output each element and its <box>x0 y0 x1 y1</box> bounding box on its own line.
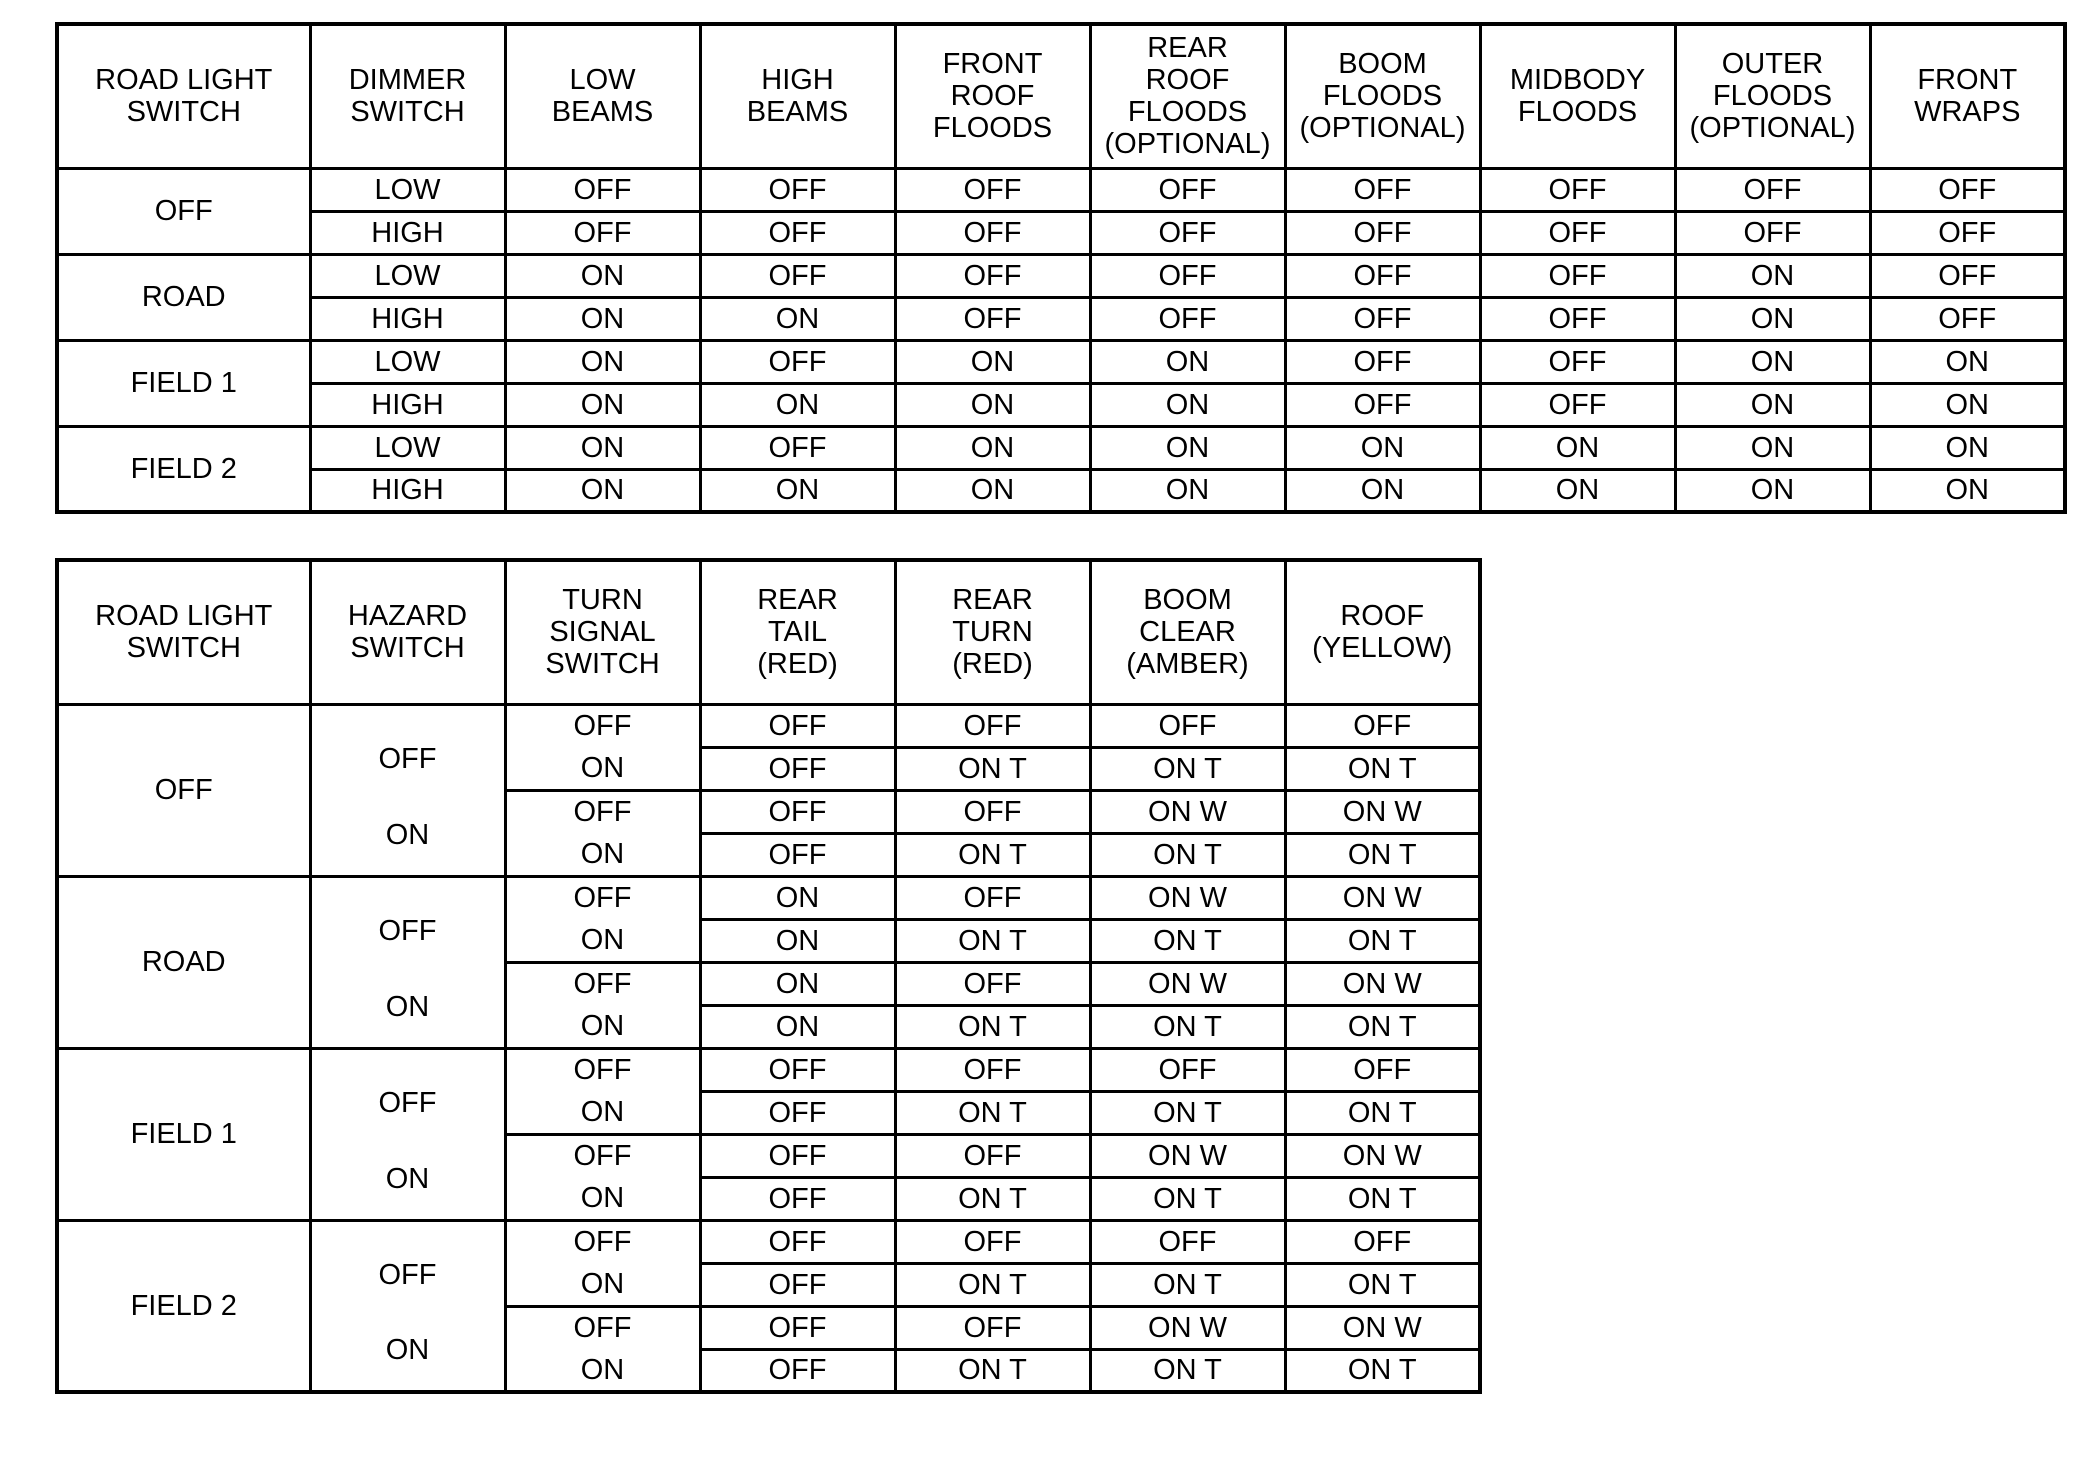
light-state-cell: OFF <box>1090 1220 1285 1263</box>
light-state-cell: ON <box>1090 383 1285 426</box>
table-row <box>57 704 1480 747</box>
light-state-cell: ON <box>895 383 1090 426</box>
road-light-switch-cell: ROAD <box>57 254 310 340</box>
light-state-cell: OFF <box>1285 1048 1480 1091</box>
light-state-cell: ON W <box>1090 876 1285 919</box>
hazard-switch-cell <box>310 1220 505 1392</box>
light-state-cell: ON <box>1675 426 1870 469</box>
column-header: REAR TURN (RED) <box>895 560 1090 704</box>
light-state-cell: ON <box>1870 340 2065 383</box>
road-light-switch-cell: OFF <box>57 168 310 254</box>
light-state-cell: OFF <box>1285 168 1480 211</box>
light-state-cell: OFF <box>1090 254 1285 297</box>
light-state-cell: ON T <box>1090 833 1285 876</box>
column-header: DIMMER SWITCH <box>310 24 505 168</box>
light-state-cell: OFF <box>1480 340 1675 383</box>
light-state-cell: OFF <box>1285 340 1480 383</box>
light-state-cell: ON T <box>1090 1177 1285 1220</box>
light-state-cell: OFF <box>895 790 1090 833</box>
light-state-cell: OFF <box>700 211 895 254</box>
light-state-cell: OFF <box>1870 297 2065 340</box>
table-row <box>57 1220 1480 1263</box>
light-state-cell: ON T <box>895 1091 1090 1134</box>
column-header: BOOM CLEAR (AMBER) <box>1090 560 1285 704</box>
light-state-cell: OFF <box>1870 254 2065 297</box>
light-state-cell: ON <box>700 297 895 340</box>
turn-signal-cell: OFF <box>505 1220 700 1263</box>
table-row <box>57 426 2065 469</box>
table-row <box>57 211 2065 254</box>
hazard-switch-cell <box>310 704 505 876</box>
dimmer-switch-cell: HIGH <box>310 469 505 512</box>
light-state-cell: ON <box>1675 254 1870 297</box>
light-state-cell: ON T <box>1090 1091 1285 1134</box>
light-state-cell: ON <box>1090 469 1285 512</box>
light-state-cell: OFF <box>895 1220 1090 1263</box>
light-state-cell: ON <box>1480 469 1675 512</box>
light-state-cell: ON W <box>1090 1306 1285 1349</box>
table-row <box>57 469 2065 512</box>
light-state-cell: ON T <box>1285 919 1480 962</box>
light-state-cell: OFF <box>700 426 895 469</box>
table-two-body <box>57 704 1480 1392</box>
light-state-cell: ON <box>505 426 700 469</box>
light-state-cell: OFF <box>700 1349 895 1392</box>
turn-signal-cell: ON <box>505 1263 700 1306</box>
light-state-cell: OFF <box>1480 254 1675 297</box>
light-state-cell: ON <box>1285 426 1480 469</box>
light-state-cell: OFF <box>895 962 1090 1005</box>
light-state-cell: OFF <box>895 254 1090 297</box>
light-state-cell: ON T <box>1285 747 1480 790</box>
column-header: FRONT ROOF FLOODS <box>895 24 1090 168</box>
light-state-cell: OFF <box>895 704 1090 747</box>
dimmer-switch-cell: HIGH <box>310 297 505 340</box>
table-one-body <box>57 168 2065 512</box>
light-state-cell: ON T <box>1285 1005 1480 1048</box>
light-state-cell: OFF <box>1480 168 1675 211</box>
turn-signal-cell: OFF <box>505 1306 700 1349</box>
light-state-cell: ON W <box>1090 962 1285 1005</box>
hazard-on-label: ON <box>385 818 430 851</box>
column-header: TURN SIGNAL SWITCH <box>505 560 700 704</box>
table-row <box>57 1048 1480 1091</box>
dimmer-switch-cell: LOW <box>310 168 505 211</box>
light-state-cell: ON T <box>895 1005 1090 1048</box>
light-state-cell: ON T <box>1090 1263 1285 1306</box>
turn-signal-cell: ON <box>505 833 700 876</box>
light-state-cell: OFF <box>1480 211 1675 254</box>
light-state-cell: OFF <box>1480 297 1675 340</box>
column-header: REAR ROOF FLOODS (OPTIONAL) <box>1090 24 1285 168</box>
light-state-cell: ON <box>700 383 895 426</box>
table-row <box>57 254 2065 297</box>
light-state-cell: ON <box>1870 469 2065 512</box>
light-state-cell: ON <box>505 383 700 426</box>
hazard-on-label: ON <box>385 1334 430 1367</box>
light-state-cell: OFF <box>700 168 895 211</box>
light-state-cell: OFF <box>1480 383 1675 426</box>
column-header: ROAD LIGHT SWITCH <box>57 560 310 704</box>
road-light-switch-cell: OFF <box>57 704 310 876</box>
lighting-table-dimmer <box>55 22 2067 514</box>
light-state-cell: OFF <box>700 1306 895 1349</box>
hazard-switch-cell <box>310 1048 505 1220</box>
light-state-cell: OFF <box>1285 297 1480 340</box>
light-state-cell: ON T <box>895 1263 1090 1306</box>
turn-signal-cell: OFF <box>505 1134 700 1177</box>
light-state-cell: OFF <box>1870 211 2065 254</box>
light-state-cell: ON <box>1090 426 1285 469</box>
light-state-cell: ON T <box>1090 747 1285 790</box>
light-state-cell: ON <box>700 469 895 512</box>
table-one-header-row <box>57 24 2065 168</box>
column-header: OUTER FLOODS (OPTIONAL) <box>1675 24 1870 168</box>
table-row <box>57 876 1480 919</box>
table-row <box>57 383 2065 426</box>
turn-signal-cell: OFF <box>505 704 700 747</box>
column-header: ROOF (YELLOW) <box>1285 560 1480 704</box>
light-state-cell: ON <box>1870 383 2065 426</box>
light-state-cell: OFF <box>700 1048 895 1091</box>
light-state-cell: ON <box>1090 340 1285 383</box>
turn-signal-cell: OFF <box>505 962 700 1005</box>
light-state-cell: OFF <box>1285 211 1480 254</box>
light-state-cell: OFF <box>1285 1220 1480 1263</box>
table-row <box>57 168 2065 211</box>
hazard-on-label: ON <box>385 990 430 1023</box>
light-state-cell: OFF <box>1285 383 1480 426</box>
table-row <box>57 297 2065 340</box>
column-header: HAZARD SWITCH <box>310 560 505 704</box>
dimmer-switch-cell: LOW <box>310 340 505 383</box>
dimmer-switch-cell: HIGH <box>310 383 505 426</box>
dimmer-switch-cell: LOW <box>310 254 505 297</box>
road-light-switch-cell: FIELD 2 <box>57 426 310 512</box>
light-state-cell: ON T <box>1285 1177 1480 1220</box>
light-state-cell: ON T <box>1285 833 1480 876</box>
light-state-cell: ON <box>895 426 1090 469</box>
light-state-cell: OFF <box>700 790 895 833</box>
light-state-cell: ON <box>895 340 1090 383</box>
light-state-cell: OFF <box>895 297 1090 340</box>
hazard-off-label: OFF <box>378 914 437 947</box>
light-state-cell: ON <box>1675 383 1870 426</box>
light-state-cell: OFF <box>700 1263 895 1306</box>
light-state-cell: OFF <box>700 1220 895 1263</box>
light-state-cell: ON T <box>895 747 1090 790</box>
hazard-off-label: OFF <box>378 742 437 775</box>
turn-signal-cell: ON <box>505 1349 700 1392</box>
light-state-cell: OFF <box>895 876 1090 919</box>
light-state-cell: ON T <box>1090 1349 1285 1392</box>
light-state-cell: ON T <box>895 1349 1090 1392</box>
light-state-cell: OFF <box>895 168 1090 211</box>
light-state-cell: ON <box>505 254 700 297</box>
light-state-cell: ON T <box>895 833 1090 876</box>
light-state-cell: OFF <box>700 340 895 383</box>
light-state-cell: OFF <box>700 833 895 876</box>
column-header: LOW BEAMS <box>505 24 700 168</box>
light-state-cell: OFF <box>700 1177 895 1220</box>
light-state-cell: OFF <box>1090 211 1285 254</box>
table-two-header-row <box>57 560 1480 704</box>
light-state-cell: ON <box>1675 340 1870 383</box>
turn-signal-cell: ON <box>505 747 700 790</box>
light-state-cell: OFF <box>505 168 700 211</box>
hazard-off-label: OFF <box>378 1258 437 1291</box>
light-state-cell: OFF <box>1870 168 2065 211</box>
light-state-cell: ON W <box>1285 1134 1480 1177</box>
light-state-cell: ON W <box>1285 876 1480 919</box>
turn-signal-cell: OFF <box>505 1048 700 1091</box>
light-state-cell: OFF <box>1090 704 1285 747</box>
light-state-cell: OFF <box>1090 297 1285 340</box>
light-state-cell: ON <box>505 340 700 383</box>
column-header: REAR TAIL (RED) <box>700 560 895 704</box>
light-state-cell: ON <box>700 919 895 962</box>
light-state-cell: ON <box>505 469 700 512</box>
light-state-cell: ON <box>700 876 895 919</box>
light-state-cell: OFF <box>700 747 895 790</box>
light-state-cell: ON <box>1675 297 1870 340</box>
hazard-switch-cell <box>310 876 505 1048</box>
light-state-cell: ON W <box>1285 962 1480 1005</box>
light-state-cell: OFF <box>1675 168 1870 211</box>
light-state-cell: OFF <box>895 1134 1090 1177</box>
light-state-cell: ON T <box>895 1177 1090 1220</box>
light-state-cell: OFF <box>700 704 895 747</box>
turn-signal-cell: OFF <box>505 790 700 833</box>
light-state-cell: ON W <box>1090 1134 1285 1177</box>
light-state-cell: ON W <box>1285 790 1480 833</box>
light-state-cell: ON T <box>1090 1005 1285 1048</box>
dimmer-switch-cell: HIGH <box>310 211 505 254</box>
table-row <box>57 340 2065 383</box>
light-state-cell: ON <box>505 297 700 340</box>
light-state-cell: ON <box>700 1005 895 1048</box>
light-state-cell: ON <box>1480 426 1675 469</box>
column-header: BOOM FLOODS (OPTIONAL) <box>1285 24 1480 168</box>
light-state-cell: ON T <box>1285 1263 1480 1306</box>
light-state-cell: ON <box>1675 469 1870 512</box>
road-light-switch-cell: FIELD 1 <box>57 1048 310 1220</box>
turn-signal-cell: ON <box>505 1091 700 1134</box>
light-state-cell: ON T <box>1285 1349 1480 1392</box>
column-header: HIGH BEAMS <box>700 24 895 168</box>
light-state-cell: ON W <box>1090 790 1285 833</box>
light-state-cell: ON W <box>1285 1306 1480 1349</box>
light-state-cell: ON <box>1870 426 2065 469</box>
light-state-cell: OFF <box>1675 211 1870 254</box>
column-header: ROAD LIGHT SWITCH <box>57 24 310 168</box>
light-state-cell: OFF <box>700 1134 895 1177</box>
road-light-switch-cell: FIELD 1 <box>57 340 310 426</box>
light-state-cell: OFF <box>895 1048 1090 1091</box>
light-state-cell: OFF <box>700 254 895 297</box>
light-state-cell: ON T <box>1090 919 1285 962</box>
dimmer-switch-cell: LOW <box>310 426 505 469</box>
light-state-cell: OFF <box>1090 168 1285 211</box>
road-light-switch-cell: FIELD 2 <box>57 1220 310 1392</box>
light-state-cell: OFF <box>1090 1048 1285 1091</box>
light-state-cell: OFF <box>1285 704 1480 747</box>
turn-signal-cell: OFF <box>505 876 700 919</box>
light-state-cell: ON T <box>895 919 1090 962</box>
light-state-cell: ON T <box>1285 1091 1480 1134</box>
hazard-off-label: OFF <box>378 1086 437 1119</box>
light-state-cell: OFF <box>895 211 1090 254</box>
turn-signal-cell: ON <box>505 1177 700 1220</box>
light-state-cell: ON <box>700 962 895 1005</box>
turn-signal-cell: ON <box>505 1005 700 1048</box>
lighting-table-hazard <box>55 558 1482 1394</box>
light-state-cell: OFF <box>505 211 700 254</box>
column-header: MIDBODY FLOODS <box>1480 24 1675 168</box>
light-state-cell: OFF <box>700 1091 895 1134</box>
turn-signal-cell: ON <box>505 919 700 962</box>
road-light-switch-cell: ROAD <box>57 876 310 1048</box>
hazard-on-label: ON <box>385 1162 430 1195</box>
light-state-cell: ON <box>895 469 1090 512</box>
light-state-cell: OFF <box>895 1306 1090 1349</box>
column-header: FRONT WRAPS <box>1870 24 2065 168</box>
light-state-cell: OFF <box>1285 254 1480 297</box>
light-state-cell: ON <box>1285 469 1480 512</box>
